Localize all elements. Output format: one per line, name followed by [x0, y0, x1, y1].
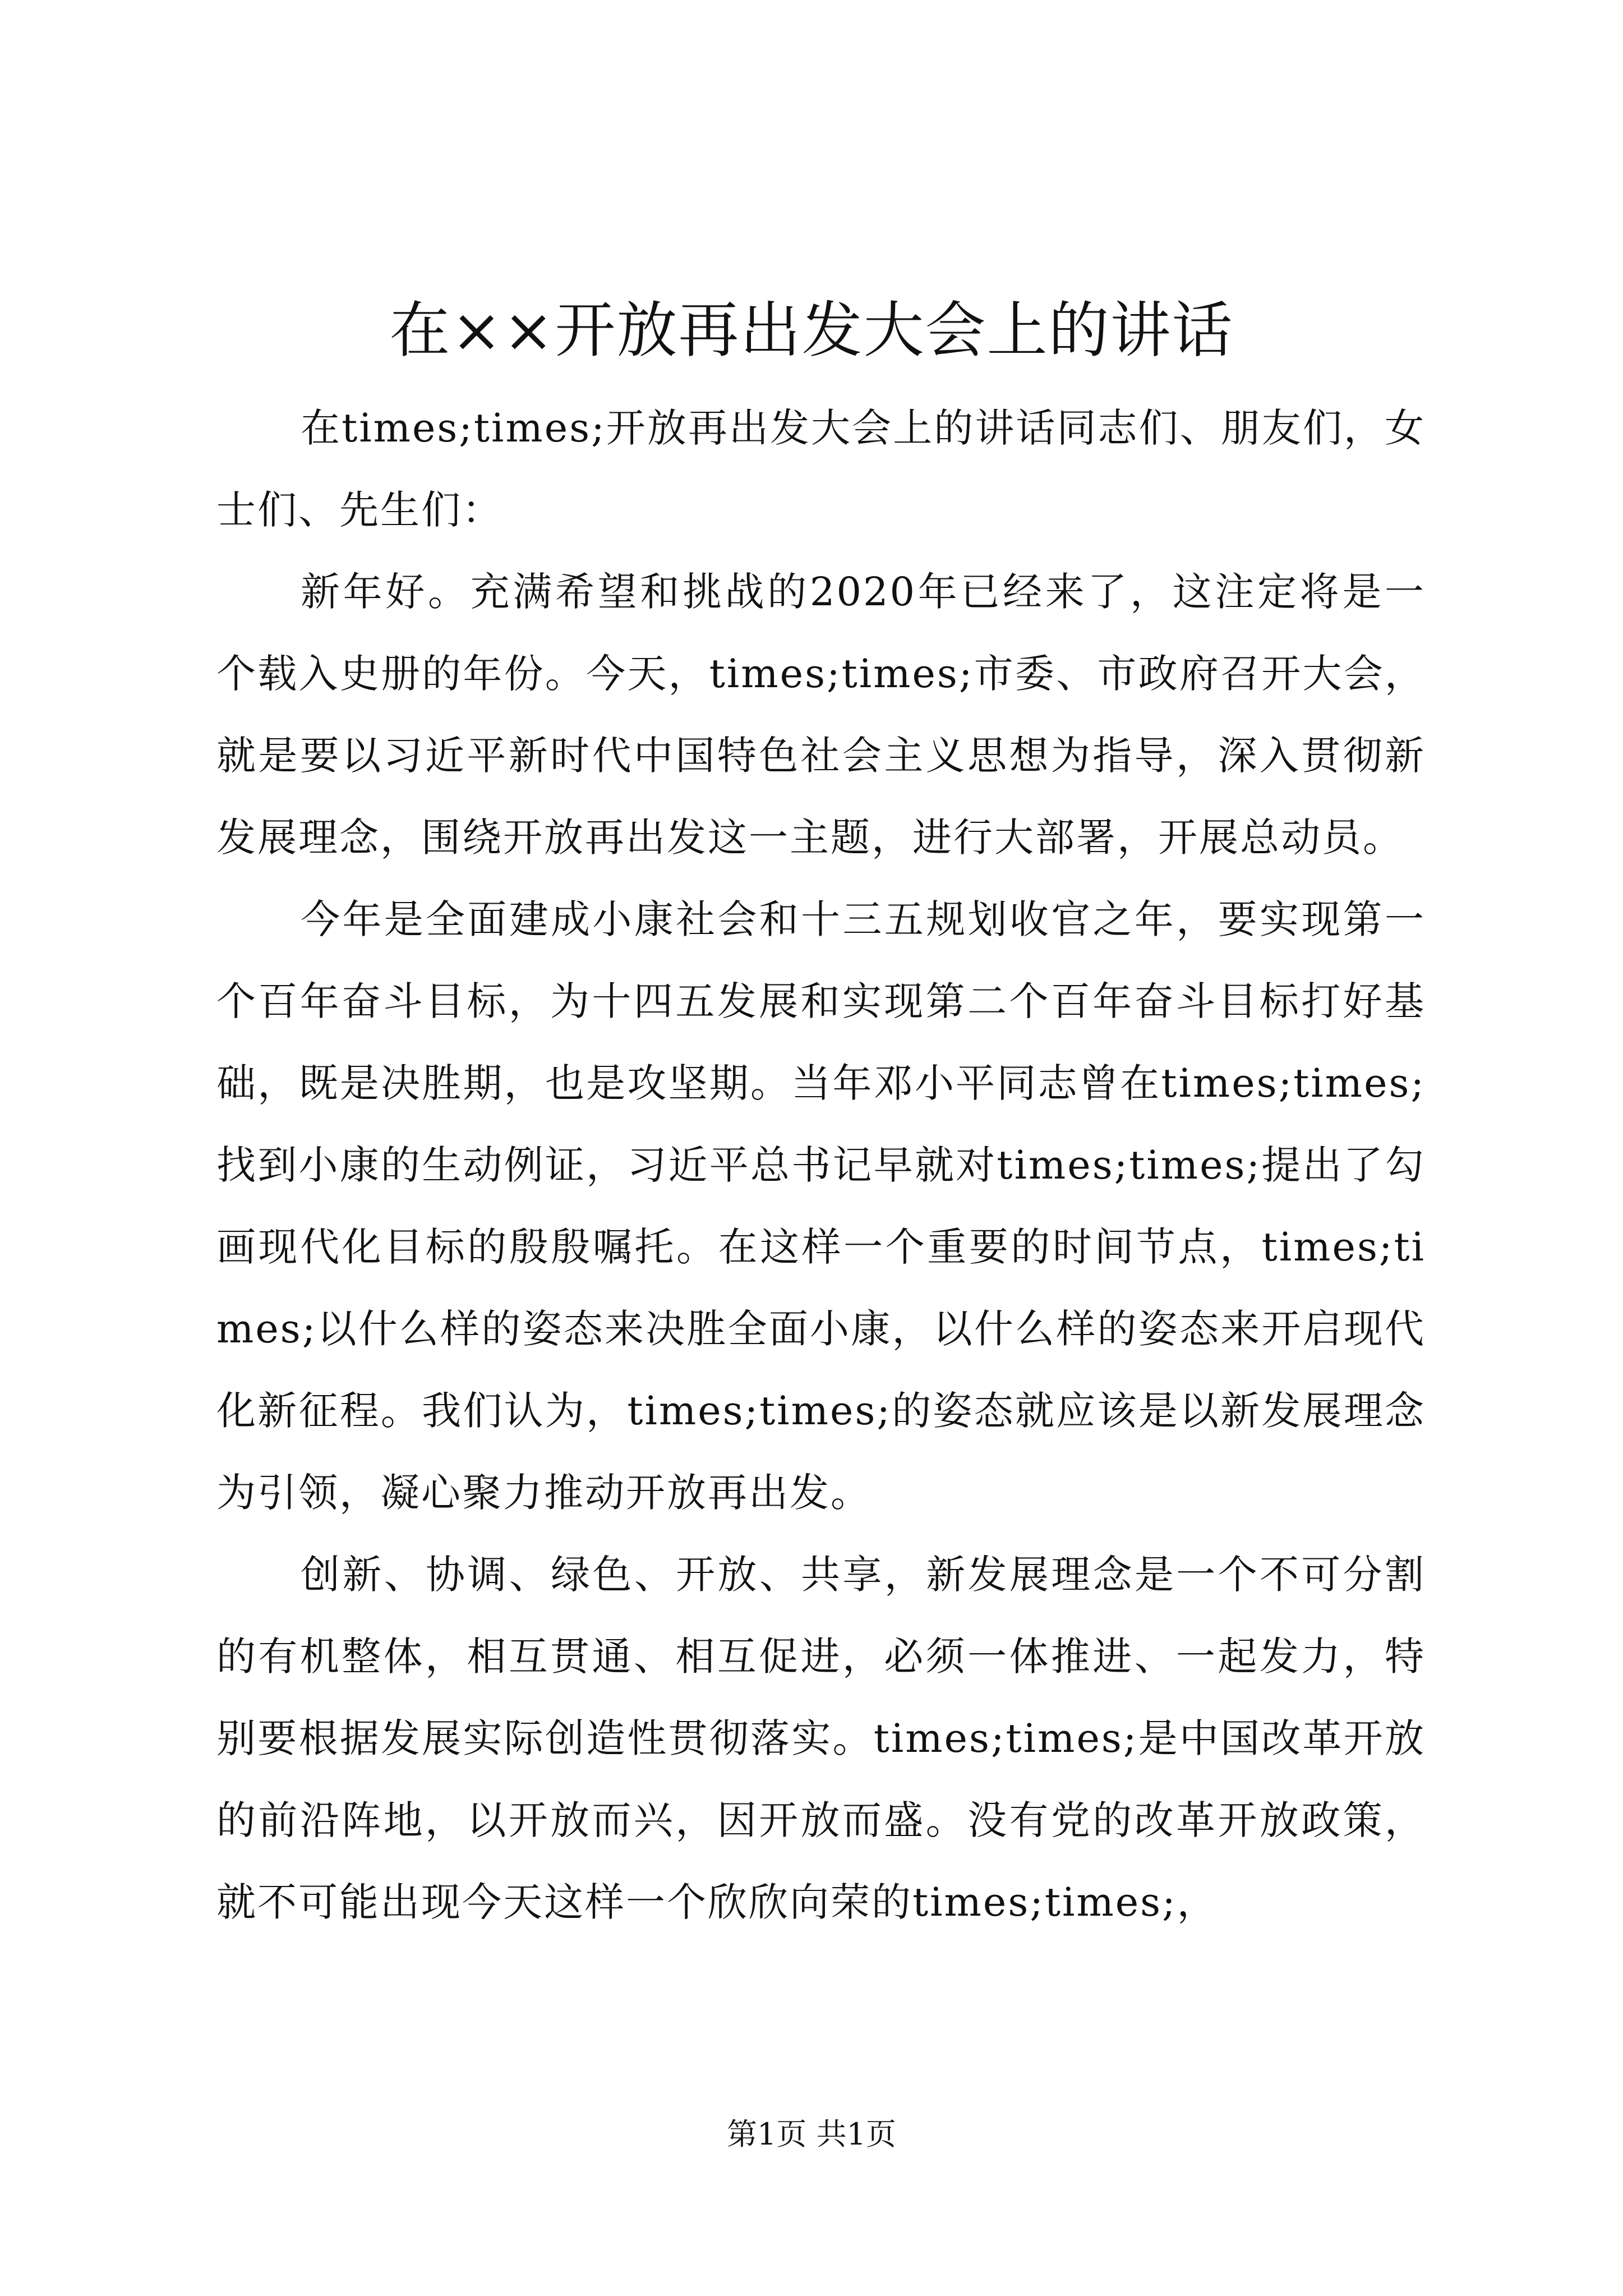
document-title: 在××开放再出发大会上的讲话 [389, 296, 1234, 366]
paragraph-4: 创新、协调、绿色、开放、共享，新发展理念是一个不可分割的有机整体，相互贯通、相互促进，必须一体推进、一起发力，特别要根据发展实际创造性贯彻落实。times;times;是中国改革开放的前沿阵地，以开放而兴，因开放而盛。没有党的改革开放政策，就不可能出现今天这样一个欣欣向荣的times;times;， [216, 1552, 1426, 1925]
document-body [216, 387, 1426, 1943]
paragraph-1: 在times;times;开放再出发大会上的讲话同志们、朋友们，女士们、先生们： [216, 405, 1426, 533]
page-footer: 第1页 共1页 [727, 2116, 896, 2152]
paragraph-2: 新年好。充满希望和挑战的2020年已经来了，这注定将是一个载入史册的年份。今天，times;times;市委、市政府召开大会，就是要以习近平新时代中国特色社会主义思想为指导，深入贯彻新发展理念，围绕开放再出发这一主题，进行大部署，开展总动员。 [216, 569, 1426, 861]
paragraph-3: 今年是全面建成小康社会和十三五规划收官之年，要实现第一个百年奋斗目标，为十四五发展和实现第二个百年奋斗目标打好基础，既是决胜期，也是攻坚期。当年邓小平同志曾在times;times;找到小康的生动例证，习近平总书记早就对times;times;提出了勾画现代化目标的殷殷嘱托。在这样一个重要的时间节点，times;times;以什么样的姿态来决胜全面小康，以什么样的姿态来开启现代化新征程。我们认为，times;times;的姿态就应该是以新发展理念为引领，凝心聚力推动开放再出发。 [216, 896, 1426, 1516]
